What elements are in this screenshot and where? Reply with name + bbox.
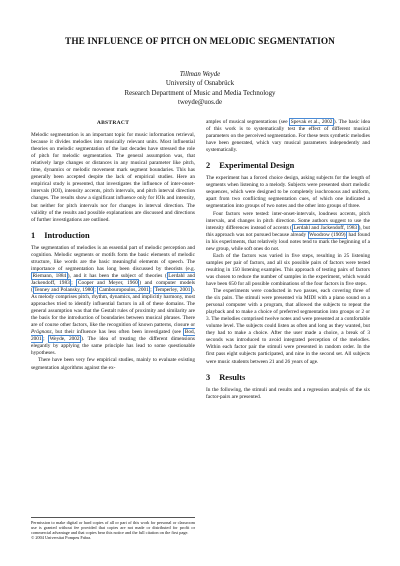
citation-link[interactable]: Lerdahl and Jackendoff, 1983 <box>31 272 195 286</box>
citation-link[interactable]: Cambouropoulos, 2001 <box>98 286 149 293</box>
citation-link[interactable]: Woodrow (1909) <box>309 231 346 238</box>
author-email[interactable]: tweyde@uos.de <box>177 99 223 107</box>
citation-link[interactable]: Riemann, 1884 <box>32 272 67 279</box>
author-name: Tillman Weyde <box>179 71 221 78</box>
results-paragraph-1: In the following, the stimuli and results and a regression analysis of the six factor-pairs are presented. <box>206 386 370 400</box>
experimental-paragraph-2: Four factors were tested: inter-onset-intervals, loudness accents, pitch intervals, and changes in pitch direction. Some authors suggest to use the intensity differences instead of accents ( Lerdahl and Jackendoff, 1983 ), but this approach was not pursued because already Woodrow (1909) had found in his experiments, that relatively loud notes tend to mark the beginning of a new group, while soft ones do not. <box>206 210 370 252</box>
section-number: 2 <box>206 161 211 171</box>
author-block <box>0 70 400 108</box>
abstract-heading: ABSTRACT <box>96 120 130 126</box>
citation-link[interactable]: Tenney and Polansky, 1980 <box>34 286 93 293</box>
citation-link[interactable]: Lerdahl and Jackendoff, 1983 <box>293 224 358 231</box>
section-heading-results <box>206 374 370 381</box>
citation-link[interactable]: Bod, 2001 <box>31 329 195 343</box>
paper-title: THE INFLUENCE OF PITCH ON MELODIC SEGMENTATION <box>65 37 335 47</box>
intro-paragraph-1: The segmentation of melodies is an essential part of melodic perception and cognition. Melodic segments or motifs form the basic elements of melodic structure, like words are the basic meaningful elements of speech. The importance of segmentation has long been discussed by theorists (e.g. Riemann, 1884 ), and it has been the subject of theories ( Lerdahl and Jackendoff, 1983 ; Cooper and Meyer, 1960 ) and computer models ( Tenney and Polansky, 1980 ; Cambouropoulos, 2001 ; Temperley, 2001 ). As melody comprises pitch, rhythm, dynamics, and implicitly harmony, most approaches tried to identify influential factors in all of these domains. The general assumption was that the Gestalt rules of proximity and similarity are the basis for the introduction of boundaries between musical phrases. There are of course other factors, like the recognition of known patterns, closure or Prägnanz, but their influence has less often been investigated (see Bod, 2001 ; Weyde, 2002 ). The idea of treating the different dimensions elegantly by applying the same principle has lead to some questionable hypotheses. <box>31 244 195 357</box>
section-title: Results <box>219 372 246 382</box>
section-number: 1 <box>31 230 36 240</box>
experimental-paragraph-1: The experiment has a forced choice design, asking subjects for the length of segments when listening to a melody. Subjects were presented short melodic sequences, which were designed to be completely isochronous and uniform, apart from two conflicting segmentation cues, of which one indicated a segmentation into groups of two notes and the other into groups of three. <box>206 175 370 210</box>
section-number: 3 <box>206 372 211 382</box>
experimental-paragraph-4: The experiments were conducted in two passes, each covering three of the six pairs. The stimuli were presented via MIDI with a piano sound on a personal computer with a program, that allowed the subjects to repeat the playback and to make a choice of preferred segmentation into groups or 2 or 3. The melodies comprised twelve notes and were presented at a comfortable volume level. The subjects could listen as often and long as they wanted, but they had to make a choice. After the user made a choice, a break of 3 seconds was introduced to avoid integrated perception of the melodies. Within each factor pair the stimuli were presented in random order. In the first pass eight subjects participated, and nine in the second set. All subjects were music students between 21 and 26 years of age. <box>206 288 370 365</box>
right-column <box>206 119 370 401</box>
citation-link[interactable]: Spevak et al., 2002 <box>290 119 333 125</box>
italic-term: Prägnanz <box>31 329 52 336</box>
author-affiliation: University of Osnabrück <box>165 80 235 88</box>
citation-link[interactable]: Cooper and Meyer, 1960 <box>77 279 138 286</box>
section-heading-experimental-design <box>206 162 370 169</box>
section-title: Introduction <box>44 230 90 240</box>
citation-link[interactable]: Weyde, 2002 <box>49 336 80 343</box>
intro-paragraph-2: There have been very few empirical studies, mainly to evaluate existing segmentation algorithms against the ex- <box>31 357 195 371</box>
intro-paragraph-continued: amples of musical segmentations (see Spevak et al., 2002 ). The basic idea of this work is to systematically test the effect of different musical parameters on the perceived segmentation. For these tests synthetic melodies have been generated, which vary musical parameters independently and systematically. <box>206 119 370 154</box>
citation-link[interactable]: Temperley, 2001 <box>154 286 191 293</box>
copyright-permission: Permission to make digital or hard copies of all or part of this work for personal or classroom use is granted without fee provided that copies are not made or distributed for profit or commercial advantage and that copies bear this notice and the full citation on the first page. <box>31 520 195 536</box>
section-heading-introduction <box>31 232 195 239</box>
copyright-holder: © 2004 Universitat Pompeu Fabra. <box>31 535 92 541</box>
experimental-paragraph-3: Each of the factors was varied in five steps, resulting in 25 listening samples per pair of factors, and all six possible pairs of factors were tested resulting in 150 listening examples. This approach of testing pairs of factors was chosen to reduce the number of samples in the experiment, which would have been 650 for all possible combinations of the four factors in five steps. <box>206 252 370 287</box>
section-title: Experimental Design <box>219 161 295 171</box>
abstract-text: Melodic segmentation is an important topic for music information retrieval, because it divides melodies into musically relevant units. Most influential theories on melodic segmentation of the last decades have stressed the role of pitch for melodic segmentation. The general assumption was, that relatively large changes or distances in any musical parameter like pitch, time, dynamics or melodic movement mark segment boundaries. This has generally been accepted despite the lack of empirical studies. Here an empirical study is presented, that investigates the influence of inter-onset-intervals (IOI), intensity accents, pitch intervals, and pitch interval direction changes. The results show a significant influence only for IOIs and intensity, but neither for pitch intervals nor for changes in interval direction. The validity of the results and possible explanations are discussed and directions of further investigations are outlined. <box>31 132 195 223</box>
copyright-notice <box>31 517 195 540</box>
left-column <box>31 120 195 372</box>
author-department: Research Department of Music and Media Technology <box>124 89 276 97</box>
